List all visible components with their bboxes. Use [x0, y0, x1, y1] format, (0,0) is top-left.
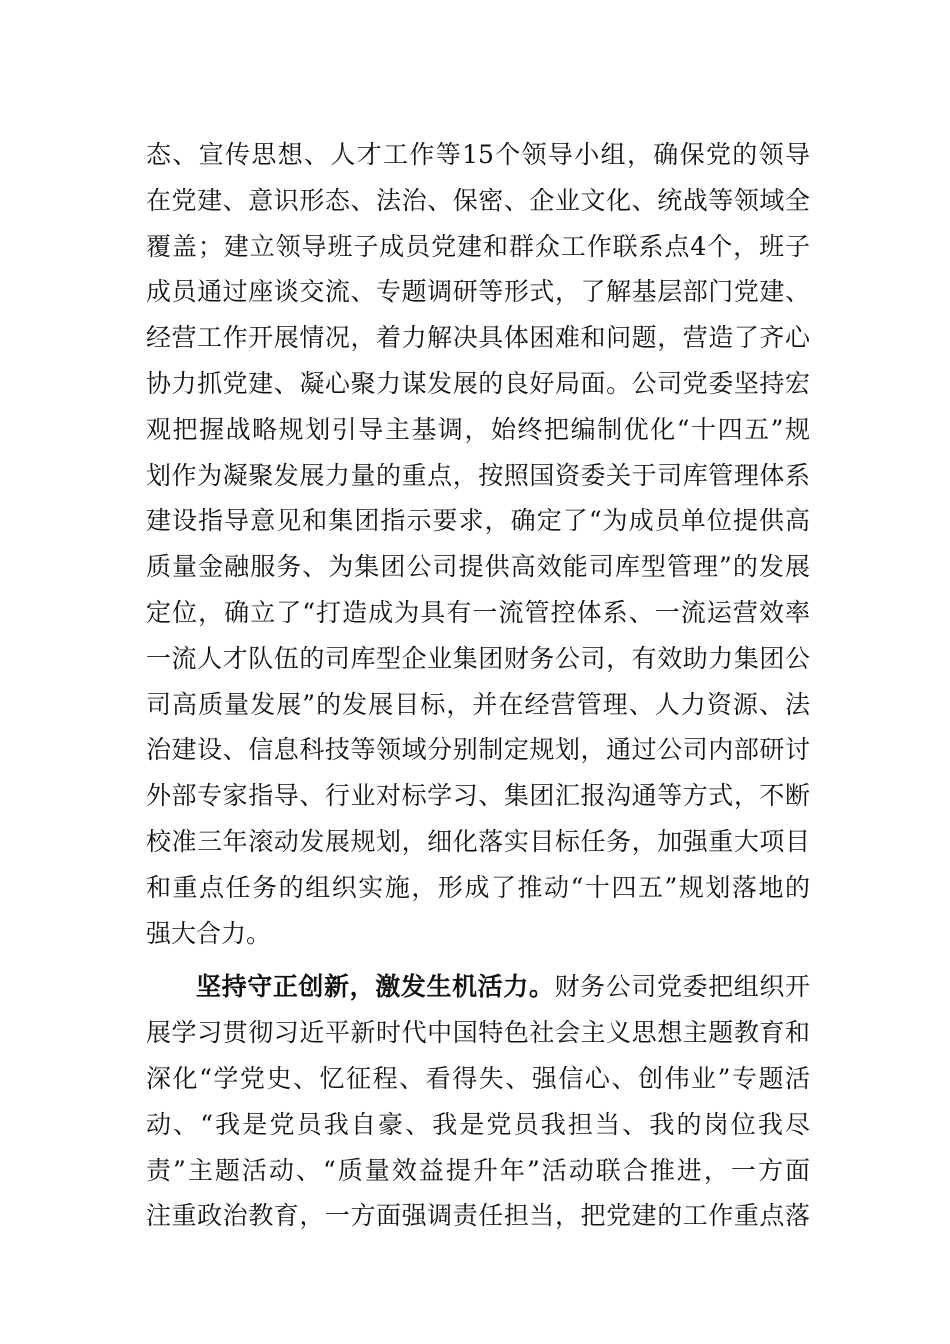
paragraph-1 — [146, 132, 810, 956]
text-line: 注重政治教育，一方面强调责任担当，把党建的工作重点落 — [146, 1201, 810, 1231]
text-line: 覆盖；建立领导班子成员党建和群众工作联系点4个，班子 — [146, 231, 810, 261]
text-line: 动、“我是党员我自豪、我是党员我担当、我的岗位我尽 — [146, 1109, 810, 1139]
paragraph-2 — [146, 964, 810, 1239]
paragraph-gap — [146, 956, 810, 964]
text-line: 一流人才队伍的司库型企业集团财务公司，有效助力集团公 — [146, 643, 810, 673]
text-line: 建设指导意见和集团指示要求，确定了“为成员单位提供高 — [146, 506, 810, 536]
text-line: 态、宣传思想、人才工作等15个领导小组，确保党的领导 — [146, 140, 810, 169]
text-line: 定位，确立了“打造成为具有一流管控体系、一流运营效率 — [146, 597, 810, 627]
text-line: 划作为凝聚发展力量的重点，按照国资委关于司库管理体系 — [146, 460, 810, 490]
text-line: 在党建、意识形态、法治、保密、企业文化、统战等领域全 — [146, 185, 810, 215]
paragraph-first-line — [146, 964, 810, 1010]
text-line: 深化“学党史、忆征程、看得失、强信心、创伟业”专题活 — [146, 1063, 810, 1093]
text-line: 校准三年滚动发展规划，细化落实目标任务，加强重大项目 — [146, 826, 810, 856]
text-line: 质量金融服务、为集团公司提供高效能司库型管理”的发展 — [146, 552, 810, 582]
text-line: 强大合力。 — [146, 918, 272, 948]
text-line: 经营工作开展情况，着力解决具体困难和问题，营造了齐心 — [146, 323, 810, 353]
text-line: 协力抓党建、凝心聚力谋发展的良好局面。公司党委坚持宏 — [146, 368, 810, 398]
text-run: 财务公司党委把组织开 — [554, 972, 810, 1002]
text-line: 和重点任务的组织实施，形成了推动“十四五”规划落地的 — [146, 872, 810, 902]
text-line: 司高质量发展”的发展目标，并在经营管理、人力资源、法 — [146, 689, 810, 719]
text-line: 责”主题活动、“质量效益提升年”活动联合推进，一方面 — [146, 1155, 810, 1185]
body-text — [146, 132, 810, 1239]
text-line: 观把握战略规划引导主基调，始终把编制优化“十四五”规 — [146, 414, 810, 444]
paragraph-heading: 坚持守正创新，激发生机活力。 — [196, 972, 555, 1002]
text-line: 外部专家指导、行业对标学习、集团汇报沟通等方式，不断 — [146, 781, 810, 811]
text-line: 治建设、信息科技等领域分别制定规划，通过公司内部研讨 — [146, 735, 810, 765]
text-line: 成员通过座谈交流、专题调研等形式，了解基层部门党建、 — [146, 277, 810, 307]
text-line: 展学习贯彻习近平新时代中国特色社会主义思想主题教育和 — [146, 1018, 810, 1048]
